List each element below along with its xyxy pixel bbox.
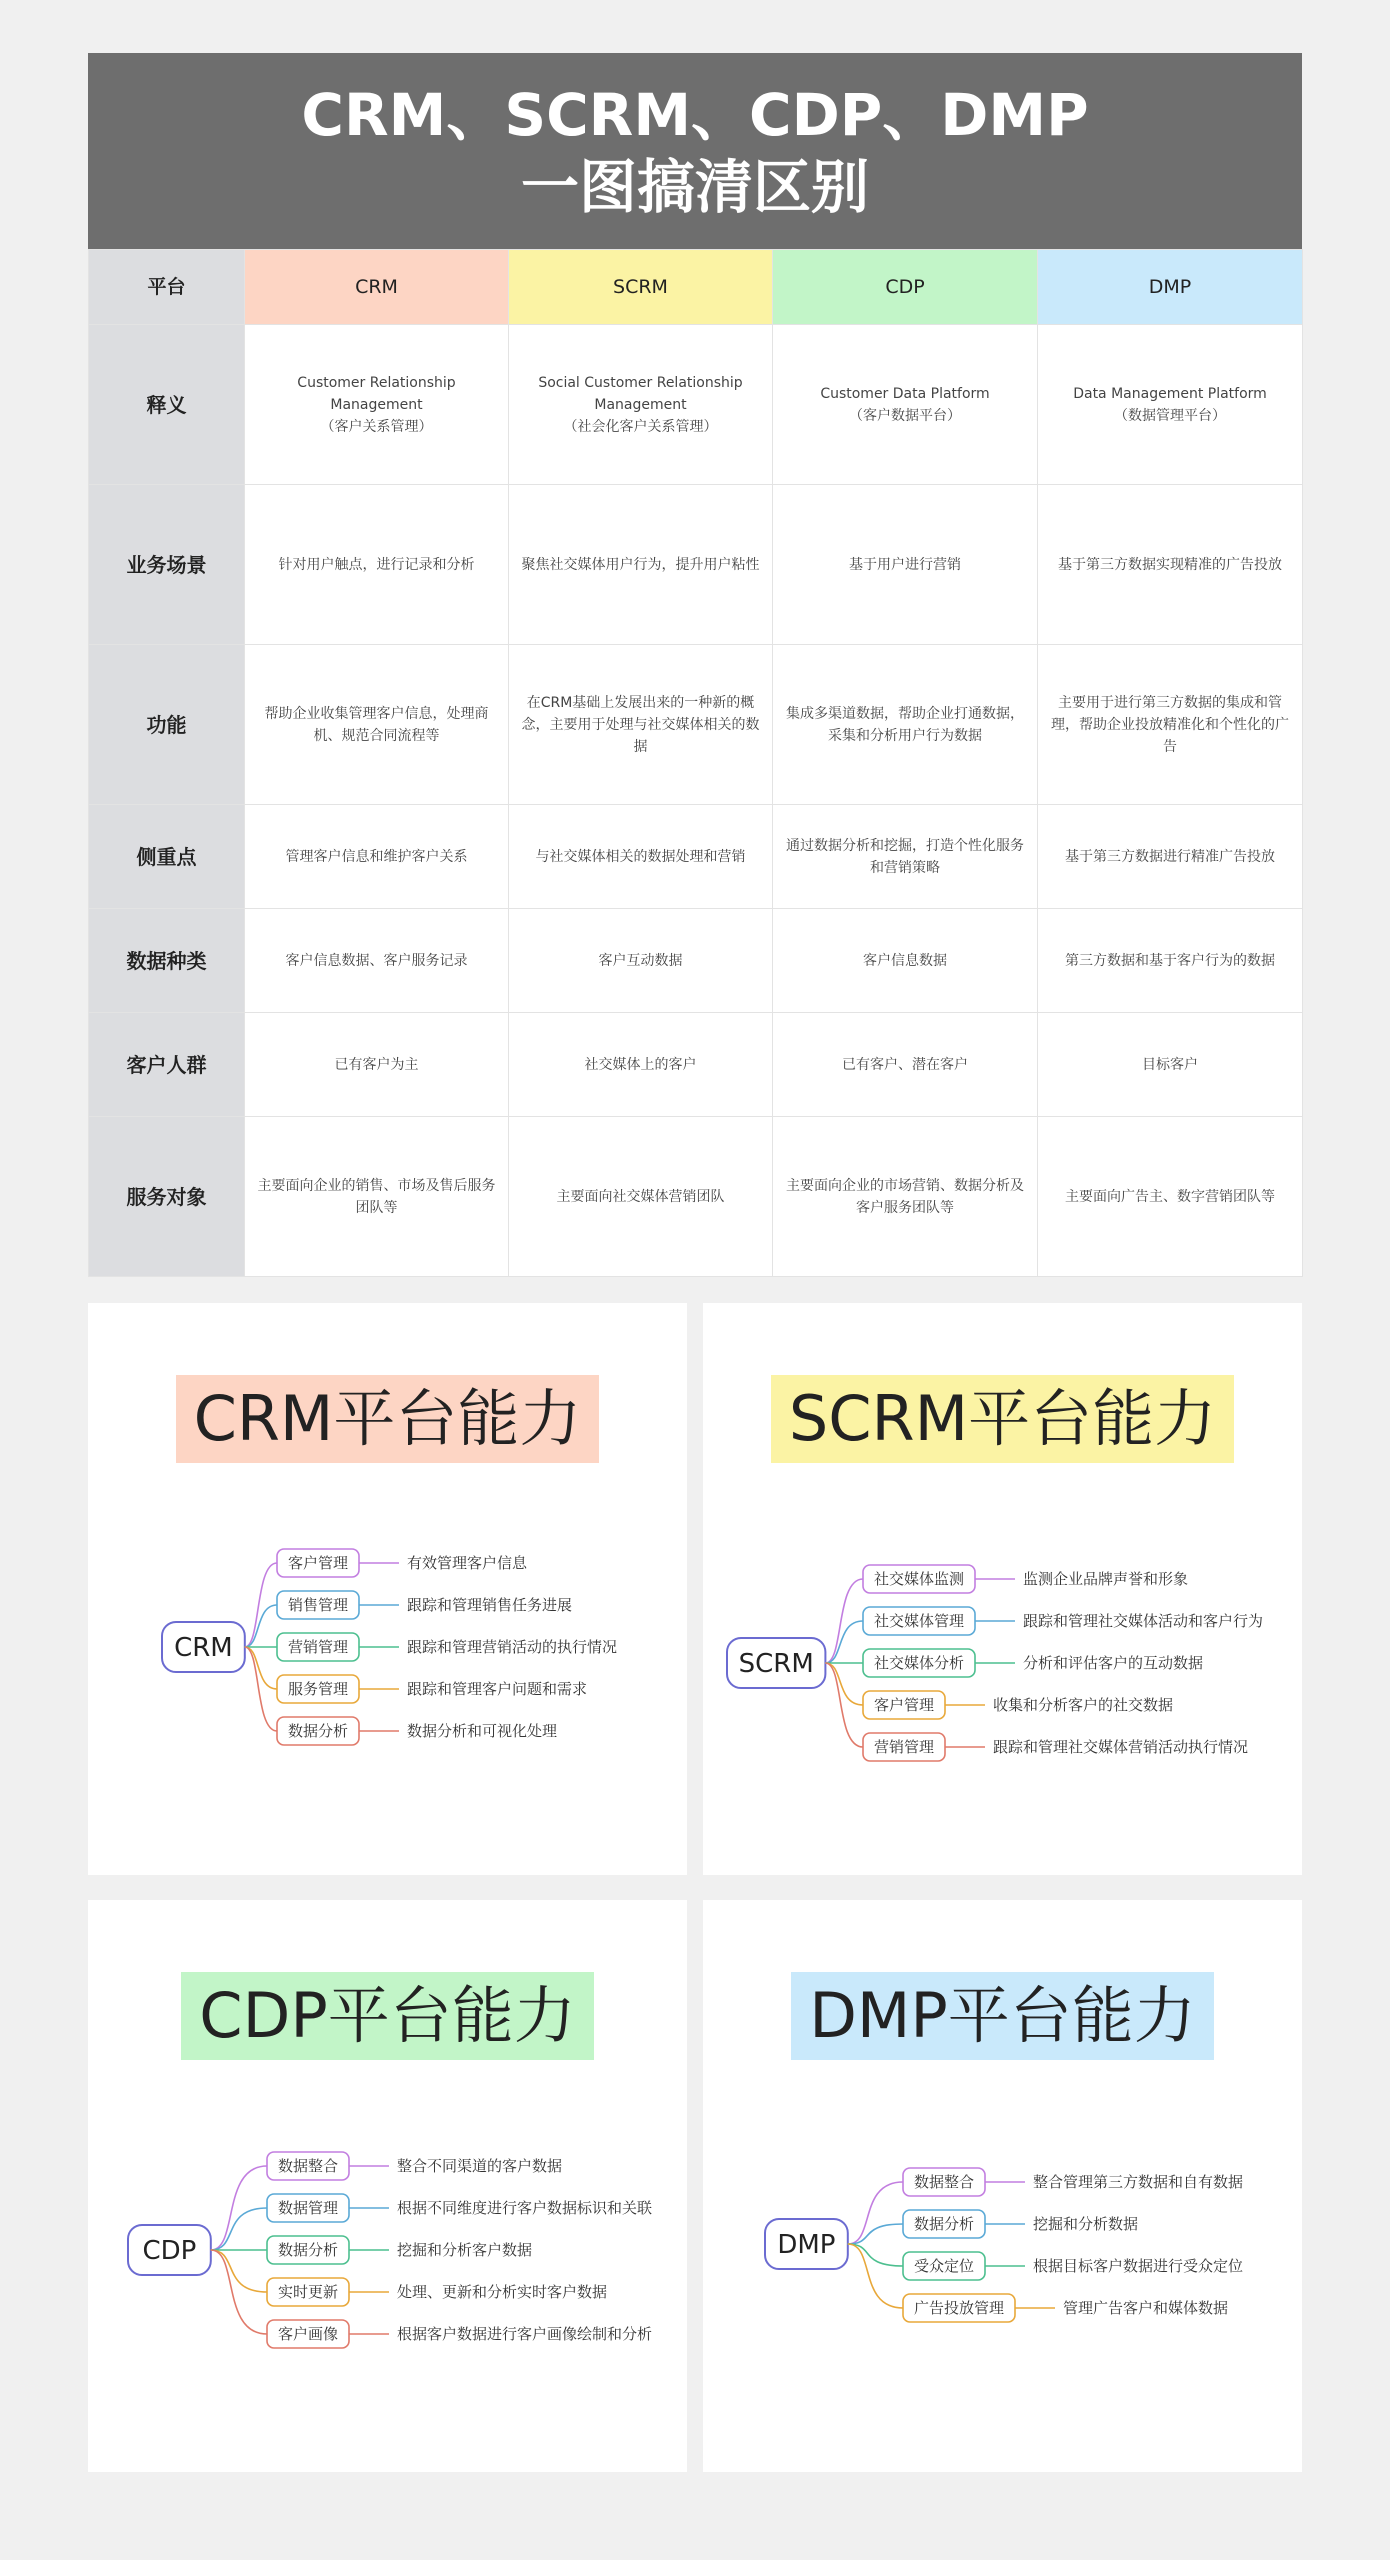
cell-text-line: 聚焦社交媒体用户行为，提升用户粘性	[521, 556, 760, 573]
mindmap-description: 跟踪和管理社交媒体活动和客户行为	[1023, 1612, 1264, 1630]
row-header: 服务对象	[89, 1117, 245, 1277]
column-header-dmp: DMP	[1038, 250, 1303, 325]
comparison-sheet	[88, 53, 1302, 1277]
panel-dmp-capabilities	[703, 1900, 1302, 2472]
column-header-crm: CRM	[245, 250, 509, 325]
table-cell-scrm	[509, 805, 773, 909]
cell-text-line: 管理客户信息和维护客户关系	[285, 848, 468, 865]
title-line-2: 一图搞清区别	[520, 153, 869, 221]
table-cell-crm	[245, 805, 509, 909]
mindmap-node-label: 社交媒体管理	[873, 1612, 965, 1630]
row-header: 客户人群	[89, 1013, 245, 1117]
cell-text-line: 帮助企业收集管理客户信息，处理商	[264, 705, 489, 722]
table-cell-cdp	[773, 1117, 1038, 1277]
cell-text-line: （社会化客户关系管理）	[563, 418, 718, 435]
cell-text-line: 基于第三方数据进行精准广告投放	[1065, 848, 1275, 865]
cell-text-line: （客户关系管理）	[320, 418, 433, 435]
mindmap-node-label: 数据分析	[277, 2241, 339, 2259]
cell-text-line: 针对用户触点，进行记录和分析	[278, 556, 475, 573]
cell-text-line: （数据管理平台）	[1114, 407, 1226, 424]
title-line-1: CRM、SCRM、CDP、DMP	[301, 81, 1089, 149]
mindmap-root-label: CRM	[174, 1633, 233, 1663]
panel-title: CDP平台能力	[181, 1972, 593, 2060]
table-cell-cdp	[773, 805, 1038, 909]
table-cell-scrm	[509, 909, 773, 1013]
panel-cdp-capabilities	[88, 1900, 687, 2472]
table-row	[89, 485, 1303, 645]
cell-text-line: 集成多渠道数据，帮助企业打通数据，	[786, 705, 1024, 722]
table-cell-dmp	[1038, 805, 1303, 909]
mindmap-branch-line	[245, 1605, 277, 1647]
mindmap-root-label: CDP	[142, 2236, 197, 2266]
mindmap-node-label: 社交媒体监测	[873, 1570, 965, 1588]
cell-text-line: 告	[1163, 738, 1177, 755]
mindmap	[703, 1900, 1302, 2472]
cell-text-line: 已有客户为主	[334, 1056, 419, 1073]
mindmap-description: 根据客户数据进行客户画像绘制和分析	[397, 2325, 653, 2343]
mindmap-node-label: 社交媒体分析	[873, 1654, 965, 1672]
cell-text-line: 主要面向社交媒体营销团队	[556, 1188, 725, 1205]
panel-crm-capabilities	[88, 1303, 687, 1875]
cell-text-line: 客户服务团队等	[856, 1199, 954, 1216]
table-cell-cdp	[773, 1013, 1038, 1117]
column-header-scrm: SCRM	[509, 250, 773, 325]
cell-text-line: 采集和分析用户行为数据	[828, 727, 982, 744]
panel-title: DMP平台能力	[791, 1972, 1214, 2060]
cell-text-line: 基于用户进行营销	[849, 556, 961, 573]
mindmap-node-label: 销售管理	[287, 1596, 349, 1614]
table-row	[89, 909, 1303, 1013]
row-header: 功能	[89, 645, 245, 805]
cell-text-line: 客户互动数据	[598, 952, 683, 969]
mindmap-branch-line	[825, 1621, 863, 1663]
cell-text-line: 和营销策略	[870, 859, 940, 876]
column-header-cdp: CDP	[773, 250, 1038, 325]
panel-scrm-capabilities	[703, 1303, 1302, 1875]
table-cell-scrm	[509, 1013, 773, 1117]
cell-text-line: 目标客户	[1142, 1056, 1198, 1073]
mindmap-node-label: 数据分析	[287, 1722, 349, 1740]
row-header: 业务场景	[89, 485, 245, 645]
mindmap-description: 根据目标客户数据进行受众定位	[1033, 2257, 1244, 2275]
mindmap-description: 分析和评估客户的互动数据	[1023, 1654, 1204, 1672]
row-header-platform: 平台	[89, 250, 245, 325]
mindmap-branch-line	[245, 1647, 277, 1689]
mindmap-description: 跟踪和管理社交媒体营销活动执行情况	[993, 1738, 1249, 1756]
mindmap-node-label: 广告投放管理	[913, 2299, 1005, 2317]
table-row	[89, 325, 1303, 485]
mindmap-node-label: 营销管理	[873, 1738, 935, 1756]
mindmap-description: 有效管理客户信息	[407, 1554, 528, 1572]
mindmap-description: 数据分析和可视化处理	[407, 1722, 558, 1740]
mindmap-description: 收集和分析客户的社交数据	[993, 1696, 1174, 1714]
cell-text-line: Data Management Platform	[1073, 385, 1267, 402]
table-cell-crm	[245, 645, 509, 805]
cell-text-line: 主要面向广告主、数字营销团队等	[1065, 1188, 1275, 1205]
cell-text-line: 主要用于进行第三方数据的集成和管	[1058, 694, 1282, 711]
cell-text-line: 念，主要用于处理与社交媒体相关的数	[521, 716, 760, 733]
mindmap-branch-line	[825, 1663, 863, 1705]
table-row	[89, 645, 1303, 805]
mindmap-node-label: 客户画像	[277, 2325, 339, 2343]
cell-text-line: Management	[594, 396, 687, 413]
mindmap-node-label: 营销管理	[287, 1638, 349, 1656]
cell-text-line: Customer Data Platform	[820, 385, 990, 402]
cell-text-line: 与社交媒体相关的数据处理和营销	[535, 848, 746, 865]
table-cell-scrm	[509, 645, 773, 805]
mindmap-description: 挖掘和分析数据	[1033, 2215, 1139, 2233]
table-cell-dmp	[1038, 485, 1303, 645]
cell-text-line: 主要面向企业的市场营销、数据分析及	[786, 1177, 1024, 1194]
mindmap-node-label: 数据管理	[277, 2199, 339, 2217]
cell-text-line: 已有客户、潜在客户	[842, 1056, 968, 1073]
mindmap-description: 整合不同渠道的客户数据	[397, 2157, 563, 2175]
mindmap-description: 整合管理第三方数据和自有数据	[1033, 2173, 1244, 2191]
mindmap-node-label: 数据整合	[277, 2157, 339, 2175]
mindmap-branch-line	[848, 2182, 903, 2244]
cell-text-line: 机、规范合同流程等	[313, 727, 440, 744]
panel-title: CRM平台能力	[176, 1375, 600, 1463]
mindmap-branch-line	[211, 2250, 267, 2292]
mindmap-description: 跟踪和管理客户问题和需求	[407, 1680, 588, 1698]
mindmap-node-label: 数据分析	[913, 2215, 975, 2233]
table-cell-dmp	[1038, 1117, 1303, 1277]
row-header: 数据种类	[89, 909, 245, 1013]
mindmap-root-label: DMP	[777, 2230, 836, 2260]
mindmap-node-label: 服务管理	[287, 1680, 349, 1698]
mindmap	[703, 1303, 1302, 1875]
cell-text-line: 第三方数据和基于客户行为的数据	[1065, 952, 1275, 969]
comparison-table	[88, 249, 1303, 1277]
row-header: 释义	[89, 325, 245, 485]
mindmap-description: 处理、更新和分析实时客户数据	[397, 2283, 608, 2301]
cell-text-line: （客户数据平台）	[849, 407, 961, 424]
mindmap-description: 挖掘和分析客户数据	[397, 2241, 533, 2259]
mindmap-node-label: 客户管理	[287, 1554, 349, 1572]
table-cell-scrm	[509, 485, 773, 645]
cell-text-line: 主要面向企业的销售、市场及售后服务	[257, 1177, 496, 1194]
cell-text-line: 通过数据分析和挖掘，打造个性化服务	[786, 837, 1024, 854]
table-row	[89, 805, 1303, 909]
mindmap-node-label: 实时更新	[277, 2283, 339, 2301]
cell-text-line: 基于第三方数据实现精准的广告投放	[1058, 556, 1282, 573]
cell-text-line: 在CRM基础上发展出来的一种新的概	[526, 694, 755, 711]
table-cell-cdp	[773, 485, 1038, 645]
cell-text-line: 理，帮助企业投放精准化和个性化的广	[1051, 716, 1289, 733]
table-cell-cdp	[773, 325, 1038, 485]
table-cell-dmp	[1038, 1013, 1303, 1117]
table-row	[89, 1117, 1303, 1277]
cell-text-line: 客户信息数据	[863, 952, 947, 969]
mindmap-node-label: 受众定位	[913, 2257, 975, 2275]
mindmap-node-label: 客户管理	[873, 1696, 935, 1714]
mindmap-description: 管理广告客户和媒体数据	[1063, 2299, 1229, 2317]
table-cell-cdp	[773, 645, 1038, 805]
table-cell-crm	[245, 485, 509, 645]
table-cell-scrm	[509, 325, 773, 485]
table-cell-crm	[245, 1013, 509, 1117]
table-cell-dmp	[1038, 645, 1303, 805]
table-cell-dmp	[1038, 325, 1303, 485]
mindmap-description: 跟踪和管理营销活动的执行情况	[407, 1638, 618, 1656]
mindmap-node-label: 数据整合	[913, 2173, 975, 2191]
mindmap-branch-line	[211, 2208, 267, 2250]
mindmap	[88, 1900, 687, 2472]
cell-text-line: 客户信息数据、客户服务记录	[285, 952, 468, 969]
cell-text-line: Customer Relationship Management	[297, 374, 456, 413]
mindmap-branch-line	[848, 2244, 903, 2308]
panel-title: SCRM平台能力	[771, 1375, 1234, 1463]
mindmap-description: 根据不同维度进行客户数据标识和关联	[397, 2199, 653, 2217]
cell-text-line: 据	[633, 738, 648, 755]
table-cell-crm	[245, 909, 509, 1013]
mindmap-description: 跟踪和管理销售任务进展	[407, 1596, 573, 1614]
cell-text-line: 社交媒体上的客户	[584, 1056, 697, 1073]
table-cell-crm	[245, 1117, 509, 1277]
page-title	[88, 53, 1302, 249]
table-cell-dmp	[1038, 909, 1303, 1013]
mindmap	[88, 1303, 687, 1875]
table-cell-crm	[245, 325, 509, 485]
mindmap-description: 监测企业品牌声誉和形象	[1023, 1570, 1189, 1588]
table-row	[89, 1013, 1303, 1117]
table-header-row	[89, 250, 1303, 325]
mindmap-root-label: SCRM	[738, 1649, 814, 1679]
table-cell-scrm	[509, 1117, 773, 1277]
row-header: 侧重点	[89, 805, 245, 909]
cell-text-line: 团队等	[355, 1199, 398, 1216]
cell-text-line: Social Customer Relationship	[538, 374, 743, 391]
table-cell-cdp	[773, 909, 1038, 1013]
